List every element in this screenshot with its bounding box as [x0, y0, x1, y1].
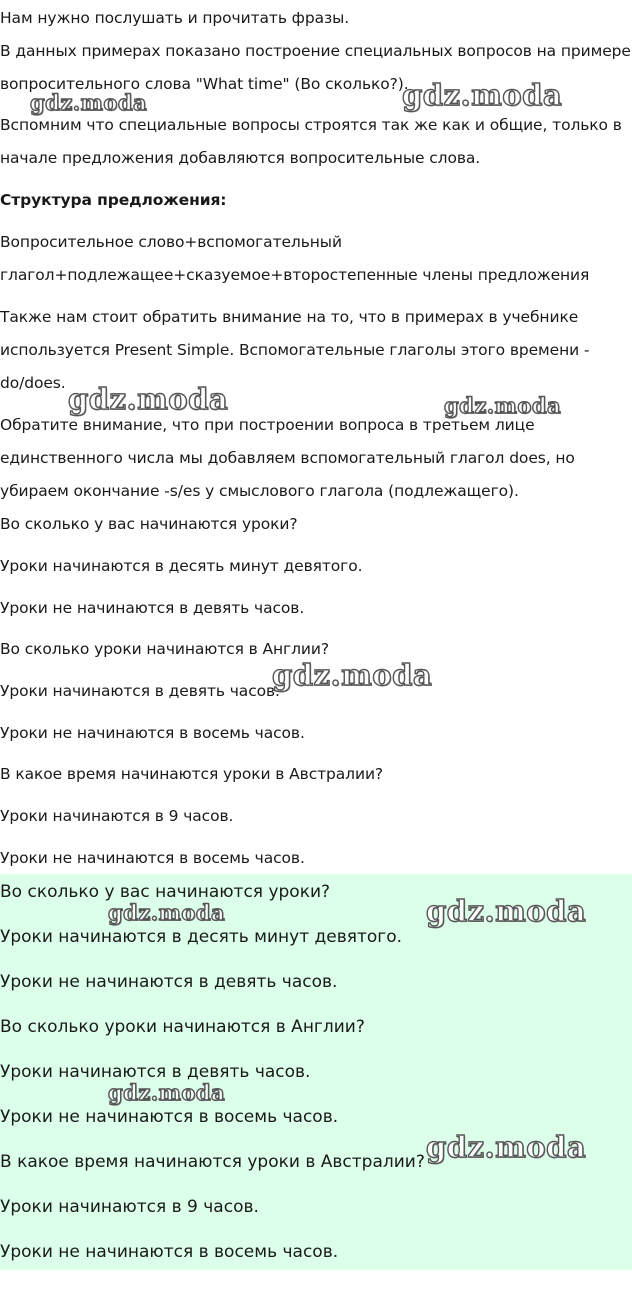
structure-line: используется Present Simple. Вспомогательные глаголы этого времени - — [0, 341, 590, 359]
watermark: gdz.moda — [402, 78, 563, 112]
phrase-line: Во сколько уроки начинаются в Англии? — [0, 640, 329, 658]
watermark: gdz.moda — [30, 90, 148, 115]
intro-line: начале предложения добавляются вопросительные слова. — [0, 149, 481, 167]
phrase-line: Уроки начинаются в 9 часов. — [0, 807, 234, 825]
translation-line: Уроки не начинаются в восемь часов. — [0, 1242, 339, 1262]
watermark: gdz.moda — [108, 1080, 226, 1105]
structure-line: do/does. — [0, 374, 66, 392]
watermark: gdz.moda — [272, 658, 433, 692]
structure-line: единственного числа мы добавляем вспомогательный глагол does, но — [0, 449, 575, 467]
structure-heading: Структура предложения: — [0, 191, 227, 209]
structure-line: убираем окончание -s/es у смыслового глагола (подлежащего). — [0, 482, 519, 500]
phrase-line: Уроки не начинаются в восемь часов. — [0, 849, 305, 867]
phrase-line: Уроки начинаются в девять часов. — [0, 682, 280, 700]
translation-line: Во сколько у вас начинаются уроки? — [0, 882, 331, 902]
intro-line: Вспомним что специальные вопросы строятся так же как и общие, только в — [0, 116, 622, 134]
watermark: gdz.moda — [68, 382, 229, 416]
structure-line: Обратите внимание, что при построении вопроса в третьем лице — [0, 416, 535, 434]
translation-line: Уроки не начинаются в восемь часов. — [0, 1107, 339, 1127]
translation-line: Уроки начинаются в десять минут девятого. — [0, 927, 403, 947]
watermark: gdz.moda — [108, 900, 226, 925]
structure-line: Также нам стоит обратить внимание на то, что в примерах в учебнике — [0, 308, 579, 326]
intro-line: В данных примерах показано построение специальных вопросов на примере — [0, 42, 631, 60]
translation-line: В какое время начинаются уроки в Австралии? — [0, 1152, 425, 1172]
structure-line: Вопросительное слово+вспомогательный — [0, 233, 342, 251]
watermark: gdz.moda — [426, 894, 587, 928]
phrase-line: Во сколько у вас начинаются уроки? — [0, 515, 298, 533]
translation-line: Уроки начинаются в 9 часов. — [0, 1197, 259, 1217]
watermark: gdz.moda — [444, 393, 562, 418]
structure-line: глагол+подлежащее+сказуемое+второстепенные члены предложения — [0, 266, 590, 284]
intro-line: вопросительного слова "What time" (Во сколько?). — [0, 75, 409, 93]
intro-line: Нам нужно послушать и прочитать фразы. — [0, 9, 350, 27]
phrase-line: Уроки не начинаются в восемь часов. — [0, 724, 305, 742]
translation-line: Уроки не начинаются в девять часов. — [0, 972, 338, 992]
watermark: gdz.moda — [426, 1130, 587, 1164]
phrase-line: Уроки начинаются в десять минут девятого. — [0, 557, 363, 575]
phrase-line: В какое время начинаются уроки в Австралии? — [0, 765, 384, 783]
translation-line: Уроки начинаются в девять часов. — [0, 1062, 311, 1082]
translation-line: Во сколько уроки начинаются в Англии? — [0, 1017, 365, 1037]
phrase-line: Уроки не начинаются в девять часов. — [0, 599, 305, 617]
